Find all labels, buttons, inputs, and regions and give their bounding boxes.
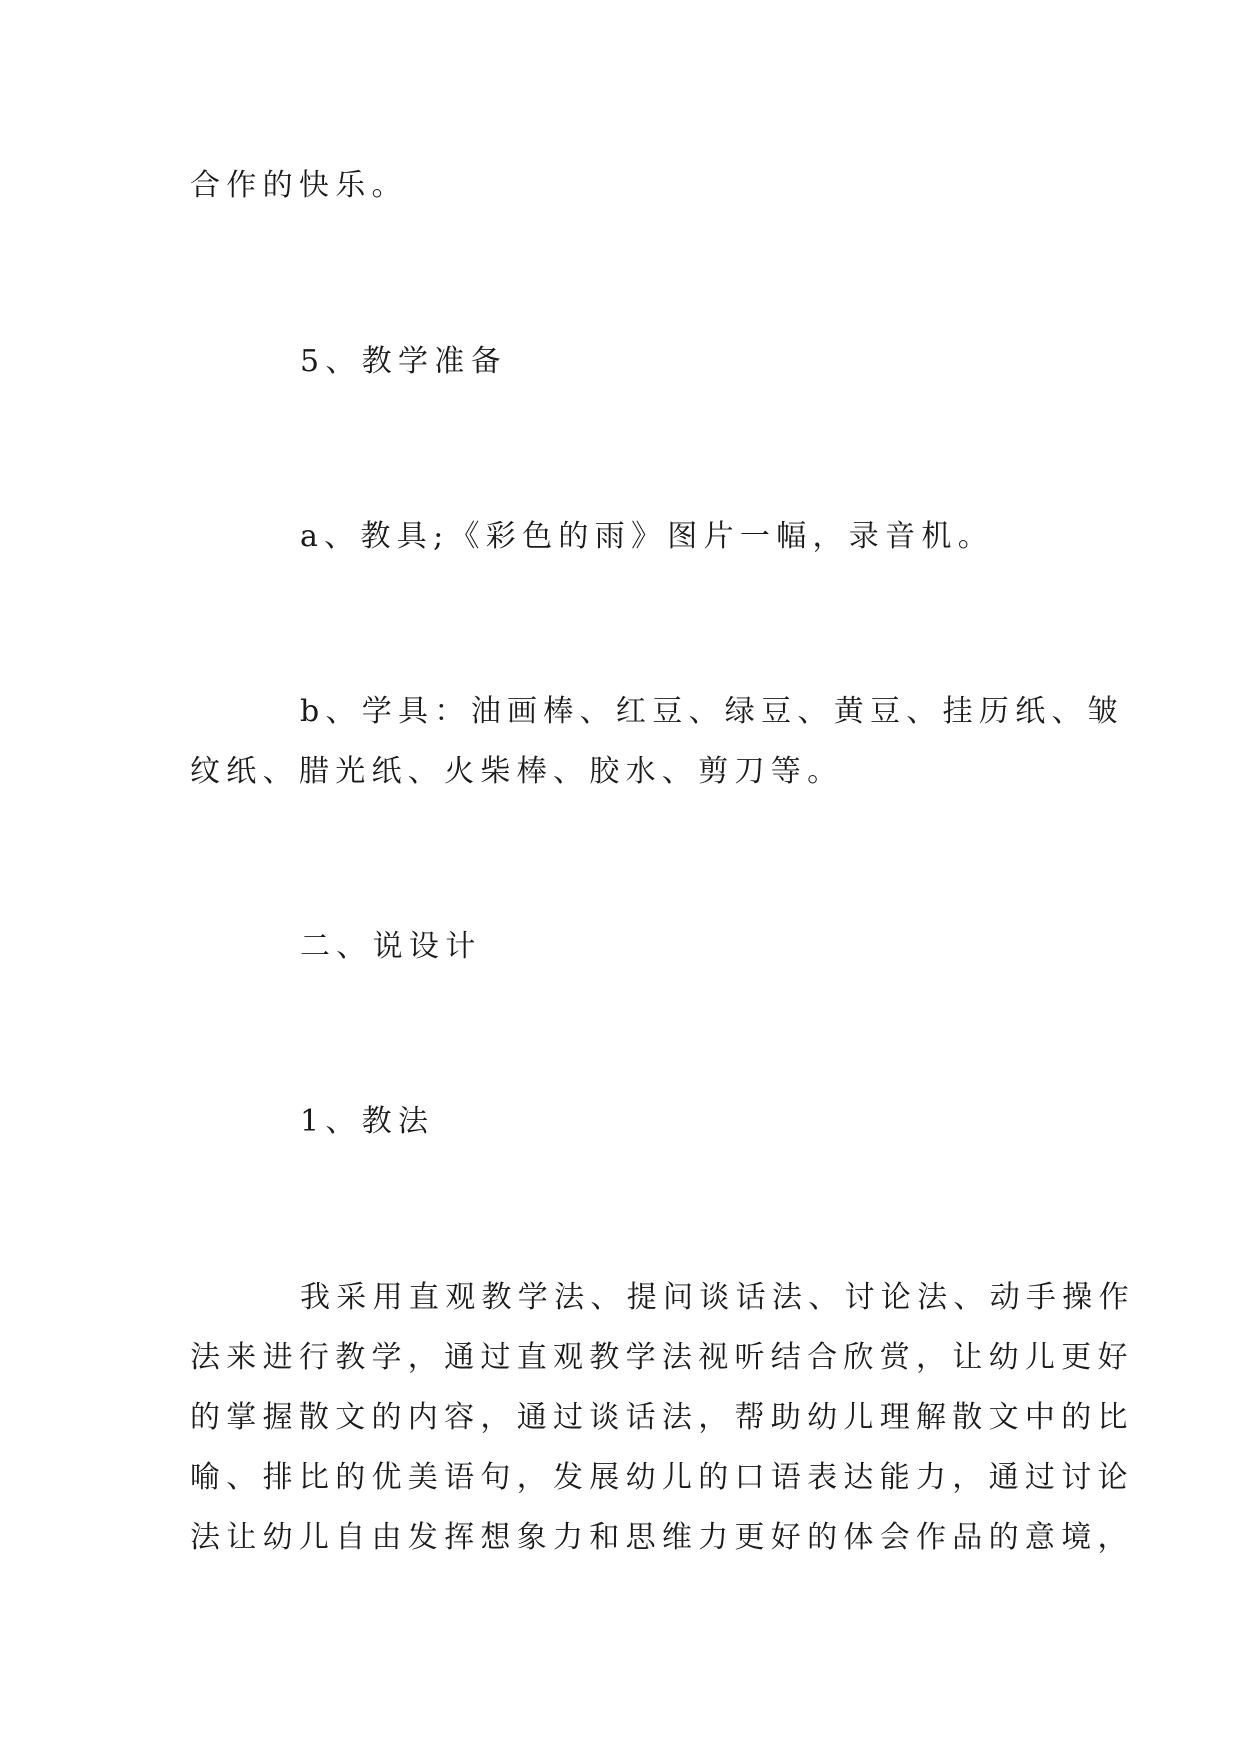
section-heading: 1、教法 [300, 1104, 435, 1139]
paragraph-line: 喻、排比的优美语句，发展幼儿的口语表达能力，通过讨论 [190, 1460, 1134, 1495]
paragraph-line: 法来进行教学，通过直观教学法视听结合欣赏，让幼儿更好 [190, 1340, 1134, 1375]
paragraph-line: 合作的快乐。 [190, 168, 408, 203]
paragraph-line: 的掌握散文的内容，通过谈话法，帮助幼儿理解散文中的比 [190, 1400, 1134, 1435]
paragraph-line: a、教具;《彩色的雨》图片一幅，录音机。 [300, 519, 994, 554]
paragraph-line: 纹纸、腊光纸、火柴棒、胶水、剪刀等。 [190, 754, 844, 789]
paragraph-line: 法让幼儿自由发挥想象力和思维力更好的体会作品的意境， [190, 1520, 1134, 1555]
section-heading: 二、说设计 [300, 929, 482, 964]
paragraph-line: b、学具：油画棒、红豆、绿豆、黄豆、挂历纸、皱 [300, 694, 1125, 729]
section-heading: 5、教学准备 [300, 344, 507, 379]
paragraph-line: 我采用直观教学法、提问谈话法、讨论法、动手操作 [300, 1280, 1135, 1315]
